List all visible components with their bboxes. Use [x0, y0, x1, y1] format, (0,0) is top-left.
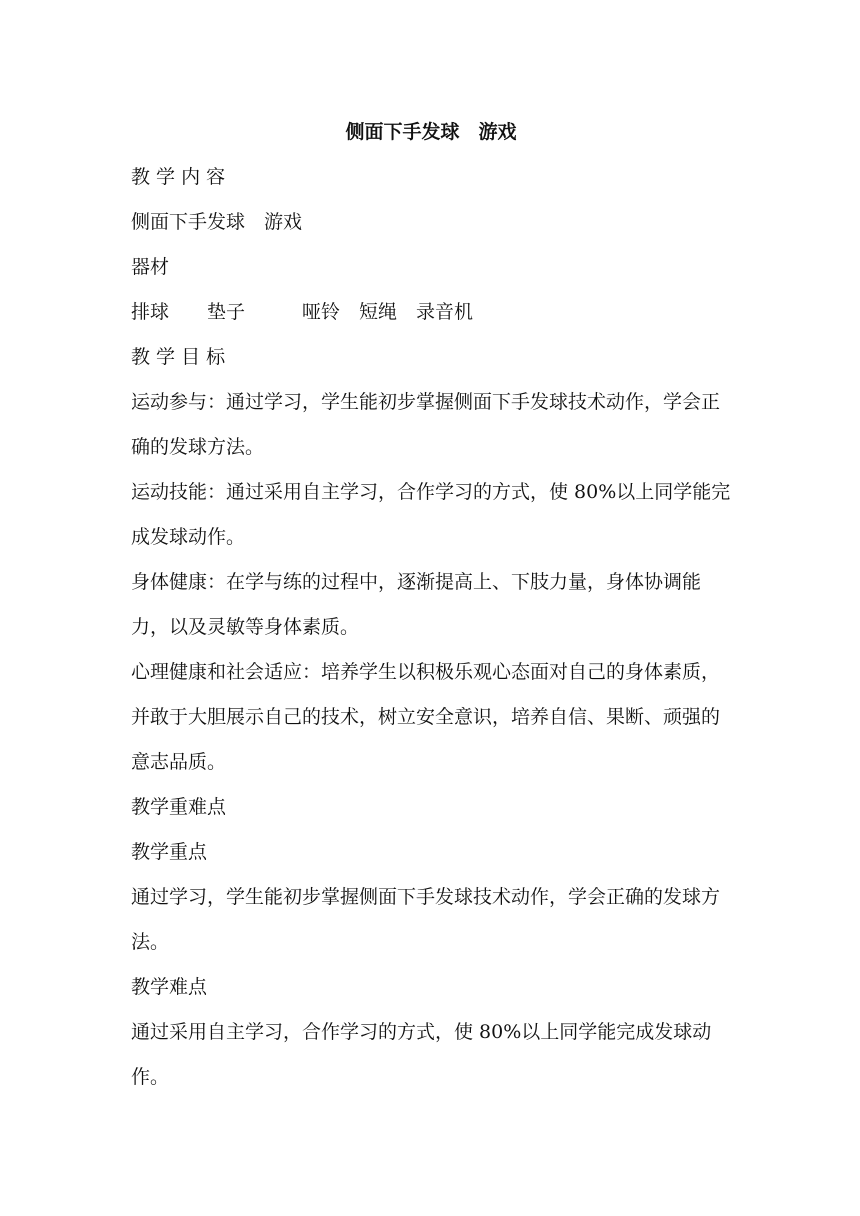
goal-social: 心理健康和社会适应：培养学生以积极乐观心态面对自己的身体素质，并敢于大胆展示自己的技术，树立安全意识，培养自信、果断、顽强的意志品质。	[131, 661, 721, 773]
section-heading-key-difficult: 教学重难点	[131, 796, 227, 818]
document-title: 侧面下手发球 游戏	[345, 121, 517, 143]
goal-participation: 运动参与：通过学习，学生能初步掌握侧面下手发球技术动作，学会正确的发球方法。	[131, 391, 721, 458]
difficult-point-text: 通过采用自主学习，合作学习的方式，使 80%以上同学能完成发球动作。	[131, 1021, 712, 1088]
goal-health: 身体健康：在学与练的过程中，逐渐提高上、下肢力量，身体协调能力，以及灵敏等身体素质。	[131, 571, 702, 638]
goal-skill: 运动技能：通过采用自主学习，合作学习的方式，使 80%以上同学能完成发球动作。	[131, 481, 731, 548]
key-point-text: 通过学习，学生能初步掌握侧面下手发球技术动作，学会正确的发球方法。	[131, 886, 721, 953]
equipment-list: 排球 垫子 哑铃 短绳 录音机	[131, 301, 474, 323]
section-heading-content: 教 学 内 容	[131, 166, 226, 188]
document-body	[131, 110, 731, 1100]
section-heading-equipment: 器材	[131, 256, 170, 278]
key-point-heading: 教学重点	[131, 841, 208, 863]
content-text: 侧面下手发球 游戏	[131, 211, 303, 233]
section-heading-goals: 教 学 目 标	[131, 346, 226, 368]
difficult-point-heading: 教学难点	[131, 976, 208, 998]
